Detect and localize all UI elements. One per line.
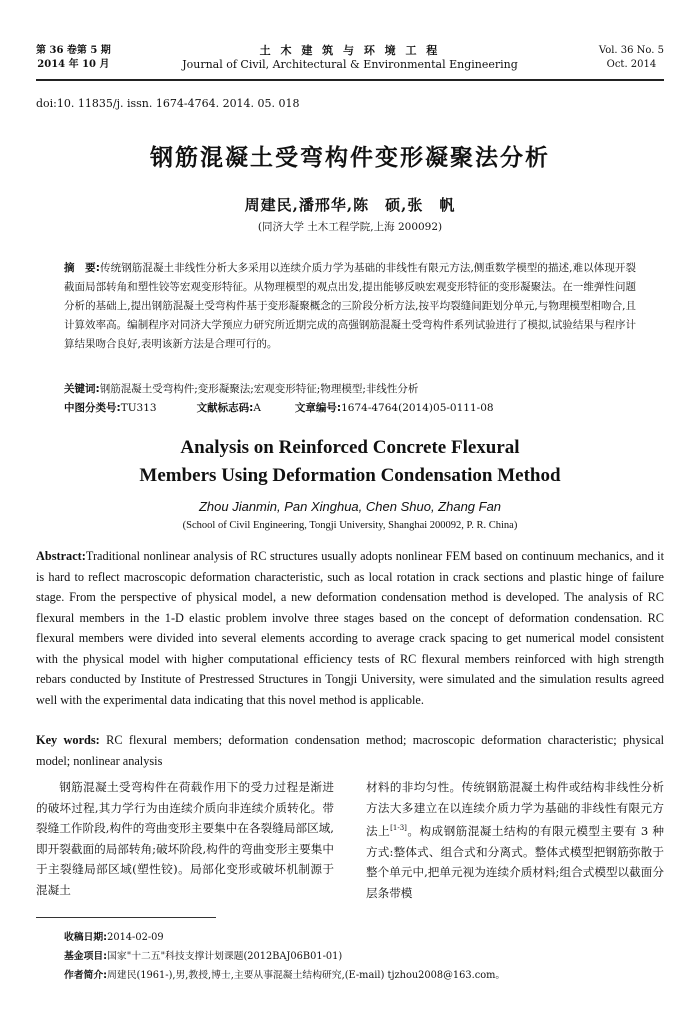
title-zh: 钢筋混凝土受弯构件变形凝聚法分析 bbox=[150, 144, 550, 171]
body-column-left: 钢筋混凝土受弯构件在荷载作用下的受力过程是渐进的破坏过程,其力学行为由连续介质向非连续介质转化。带裂缝工作阶段,构件的弯曲变形主要集中在各裂缝局部区域,即开裂截面的局部转角;破坏阶段,构件的弯曲变形主要集中于主裂缝局部区域(塑性铰)。局部化变形或破坏机制源于混凝土 bbox=[36, 780, 334, 897]
header-vol-zh: 第 36 卷第 5 期 bbox=[36, 45, 111, 56]
title-en-line1: Analysis on Reinforced Concrete Flexural bbox=[180, 437, 520, 458]
title-en-line2: Members Using Deformation Condensation Method bbox=[139, 465, 561, 486]
footnote-author bbox=[64, 966, 664, 985]
body-right-text-b: 。构成钢筋混凝土结构的有限元模型主要有 3 种方式:整体式、组合式和分离式。整体式模型把钢筋弥散于整个单元中,把单元视为连续介质材料;组合式模型以截面分层条带模 bbox=[366, 824, 664, 900]
footnote-fund bbox=[64, 947, 664, 966]
affiliation-en: (School of Civil Engineering, Tongji University, Shanghai 200092, P. R. China) bbox=[182, 520, 518, 531]
body-column-right bbox=[366, 777, 664, 903]
header-journal bbox=[36, 44, 664, 72]
header-rule bbox=[36, 79, 664, 81]
footnote-rule bbox=[36, 917, 216, 918]
keywords-zh bbox=[64, 380, 636, 399]
journal-name-zh: 土 木 建 筑 与 环 境 工 程 bbox=[259, 44, 441, 57]
abstract-zh-text: 传统钢筋混凝土非线性分析大多采用以连续介质力学为基础的非线性有限元方法,侧重数学模型的描述,难以体现开裂截面局部转角和塑性铰等宏观变形特征。从物理模型的观点出发,提出能够反映宏观变形特征的变形凝聚法。在一维弹性问题分析的基础上,提出钢筋混凝土受弯构件基于变形凝聚概念的三阶段分析方法,按平均裂缝间距划分单元,与物理模型相吻合,且计算效率高。编制程序对同济大学预应力研究所近期完成的高强钢筋混凝土受弯构件系列试验进行了模拟,试验结果与程序计算结果吻合良好,表明该新方法是合理可行的。 bbox=[64, 262, 636, 350]
classification-line bbox=[64, 399, 636, 418]
abstract-en-text: Traditional nonlinear analysis of RC structures usually adopts nonlinear FEM based on continuum mechanics, and it is hard to reflect macroscopic deformation characteristic, such as local rotation in crack sections and plastic hinge of failure stage. From the perspective of physical model, a new deformation condensation method is developed. The analysis of RC flexural members in the 1-D elastic problem involve three stages based on the concept of deformation condensation. RC flexural members were divided into several elements according to average crack spacing to get numerical model consistent with the physical model with higher computational efficiency tests of RC flexural members reinforced with high strength rebars conducted by Institute of Prestressed Structures in Tongji University, were simulated and the simulation results agreed well with the experimental data indicating that this novel method is applicable. bbox=[36, 549, 664, 707]
citation-ref: [1-3] bbox=[390, 824, 407, 833]
running-header bbox=[36, 44, 664, 78]
fund-value: 国家"十二五"科技支撑计划课题(2012BAJ06B01-01) bbox=[107, 951, 343, 962]
keywords-en bbox=[36, 730, 664, 771]
authors-zh: 周建民,潘邢华,陈 硕,张 帆 bbox=[244, 196, 456, 214]
header-date-zh: 2014 年 10 月 bbox=[37, 59, 110, 70]
article-number-label: 文章编号: bbox=[294, 402, 342, 414]
title-en bbox=[0, 434, 700, 490]
header-volume-en bbox=[599, 44, 664, 72]
doc-code-label: 文献标志码: bbox=[196, 402, 254, 414]
author-bio-value: 周建民(1961-),男,教授,博士,主要从事混凝土结构研究,(E-mail) tjzhou2008@163.com。 bbox=[107, 970, 506, 981]
journal-name-en: Journal of Civil, Architectural & Environmental Engineering bbox=[182, 58, 518, 71]
abstract-en-label: Abstract: bbox=[36, 549, 86, 563]
author-bio-label: 作者简介: bbox=[64, 970, 108, 981]
footnote-received bbox=[64, 928, 664, 947]
header-date-en: Oct. 2014 bbox=[606, 59, 657, 70]
affiliation-zh: (同济大学 土木工程学院,上海 200092) bbox=[257, 221, 443, 233]
abstract-en bbox=[36, 546, 664, 710]
keywords-zh-text: 钢筋混凝土受弯构件;变形凝聚法;宏观变形特征;物理模型;非线性分析 bbox=[99, 383, 419, 395]
received-value: 2014-02-09 bbox=[107, 932, 164, 943]
fund-label: 基金项目: bbox=[64, 951, 108, 962]
footnotes bbox=[64, 928, 664, 985]
clc-label: 中图分类号: bbox=[64, 402, 121, 414]
clc-value: TU313 bbox=[120, 402, 157, 414]
keywords-en-label: Key words: bbox=[36, 733, 100, 747]
doc-code-value: A bbox=[253, 402, 261, 414]
received-label: 收稿日期: bbox=[64, 932, 108, 943]
article-number-value: 1674-4764(2014)05-0111-08 bbox=[341, 402, 494, 414]
keywords-zh-label: 关键词: bbox=[64, 383, 100, 395]
authors-en: Zhou Jianmin, Pan Xinghua, Chen Shuo, Zhang Fan bbox=[198, 499, 502, 514]
abstract-zh bbox=[64, 259, 636, 354]
abstract-zh-label: 摘 要: bbox=[64, 262, 100, 274]
keywords-en-text: RC flexural members; deformation condensation method; macroscopic deformation characteristic; physical model; nonlinear analysis bbox=[36, 733, 665, 768]
doi: doi:10. 11835/j. issn. 1674-4764. 2014. 05. 018 bbox=[36, 97, 300, 110]
body-right-text-a: 材料的非均匀性。传统钢筋混凝土构件或结构非线性分析方法大多建立在以连续介质力学为基础的非线性有限元方法上 bbox=[366, 780, 664, 839]
header-vol-en: Vol. 36 No. 5 bbox=[598, 45, 664, 56]
